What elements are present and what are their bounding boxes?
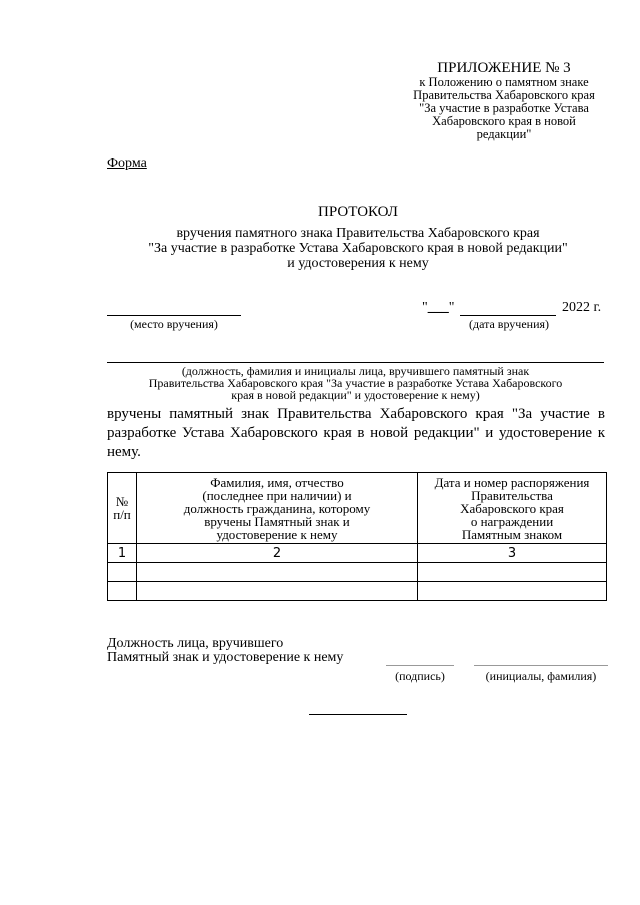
protocol-subtitle bbox=[0, 226, 640, 271]
column-number-cell: 3 bbox=[418, 544, 607, 563]
awards-table bbox=[107, 472, 607, 601]
appendix-block bbox=[404, 60, 604, 141]
header-text: Хабаровского края bbox=[460, 500, 564, 516]
protocol-subtitle-line: вручения памятного знака Правительства Хабаровского края bbox=[176, 226, 540, 241]
header-text: должность гражданина, которому bbox=[183, 500, 371, 516]
header-text: о награждении bbox=[470, 513, 554, 529]
header-text: (последнее при наличии) и bbox=[202, 487, 352, 503]
protocol-subtitle-line: "За участие в разработке Устава Хабаровского края в новой редакции" bbox=[148, 241, 568, 256]
header-text: Правительства bbox=[471, 487, 553, 503]
header-text: Дата и номер распоряжения bbox=[434, 474, 590, 490]
appendix-line: Хабаровского края в новой редакции" bbox=[432, 114, 576, 141]
signature-label-line: Памятный знак и удостоверение к нему bbox=[107, 650, 344, 665]
person-caption-line: Правительства Хабаровского края "За участие в разработке Устава Хабаровского bbox=[148, 376, 563, 390]
person-blank-line bbox=[107, 362, 604, 363]
header-text: Памятным знаком bbox=[461, 526, 563, 542]
place-caption: (место вручения) bbox=[130, 317, 218, 331]
table-cell[interactable] bbox=[418, 582, 607, 601]
person-caption-line: края в новой редакции" и удостоверение к нему) bbox=[231, 388, 480, 402]
date-field bbox=[422, 300, 454, 316]
person-caption-line: (должность, фамилия и инициалы лица, вручившего памятный знак bbox=[181, 364, 530, 378]
table-row bbox=[108, 582, 607, 601]
form-label: Форма bbox=[107, 156, 147, 171]
header-number bbox=[108, 473, 137, 544]
date-quote-close: " bbox=[448, 300, 455, 315]
header-text: вручены Памятный знак и bbox=[204, 513, 350, 529]
table-cell[interactable] bbox=[108, 563, 137, 582]
protocol-subtitle-line: и удостоверения к нему bbox=[287, 256, 429, 271]
table-row bbox=[108, 563, 607, 582]
date-month-blank-line bbox=[460, 315, 556, 316]
appendix-line: к Положению о памятном знаке bbox=[419, 75, 589, 89]
name-caption: (инициалы, фамилия) bbox=[485, 669, 597, 683]
table-cell[interactable] bbox=[137, 582, 418, 601]
table-header-row bbox=[108, 473, 607, 544]
signature-caption: (подпись) bbox=[395, 669, 445, 683]
table-cell[interactable] bbox=[418, 563, 607, 582]
appendix-line: "За участие в разработке Устава bbox=[419, 101, 589, 115]
header-text: Фамилия, имя, отчество bbox=[210, 474, 344, 490]
date-day-blank: ___ bbox=[427, 300, 449, 315]
closing-separator-line bbox=[309, 714, 407, 715]
body-paragraph: вручены памятный знак Правительства Хабаровского края "За участие в разработке Устава Хабаровского края в новой редакции" и удостоверение к нему. bbox=[107, 406, 605, 460]
name-blank-line bbox=[474, 665, 608, 666]
signature-label-line: Должность лица, вручившего bbox=[107, 636, 284, 651]
header-text: № bbox=[115, 494, 129, 509]
person-caption bbox=[107, 365, 604, 401]
place-blank-line bbox=[107, 315, 241, 316]
table-cell[interactable] bbox=[137, 563, 418, 582]
table-cell[interactable] bbox=[108, 582, 137, 601]
appendix-line: Правительства Хабаровского края bbox=[413, 88, 595, 102]
signature-blank-line bbox=[386, 665, 454, 666]
header-name bbox=[137, 473, 418, 544]
column-number-cell: 1 bbox=[108, 544, 137, 563]
signature-label bbox=[107, 637, 343, 665]
header-text: удостоверение к нему bbox=[216, 526, 338, 542]
date-caption: (дата вручения) bbox=[468, 317, 550, 331]
date-quote-open: " bbox=[422, 300, 428, 315]
protocol-title: ПРОТОКОЛ bbox=[318, 204, 398, 220]
column-number-cell: 2 bbox=[137, 544, 418, 563]
header-text: п/п bbox=[113, 507, 131, 522]
header-date bbox=[418, 473, 607, 544]
appendix-title: ПРИЛОЖЕНИЕ № 3 bbox=[437, 60, 571, 76]
date-year: 2022 г. bbox=[562, 300, 602, 315]
table-numbering-row bbox=[108, 544, 607, 563]
